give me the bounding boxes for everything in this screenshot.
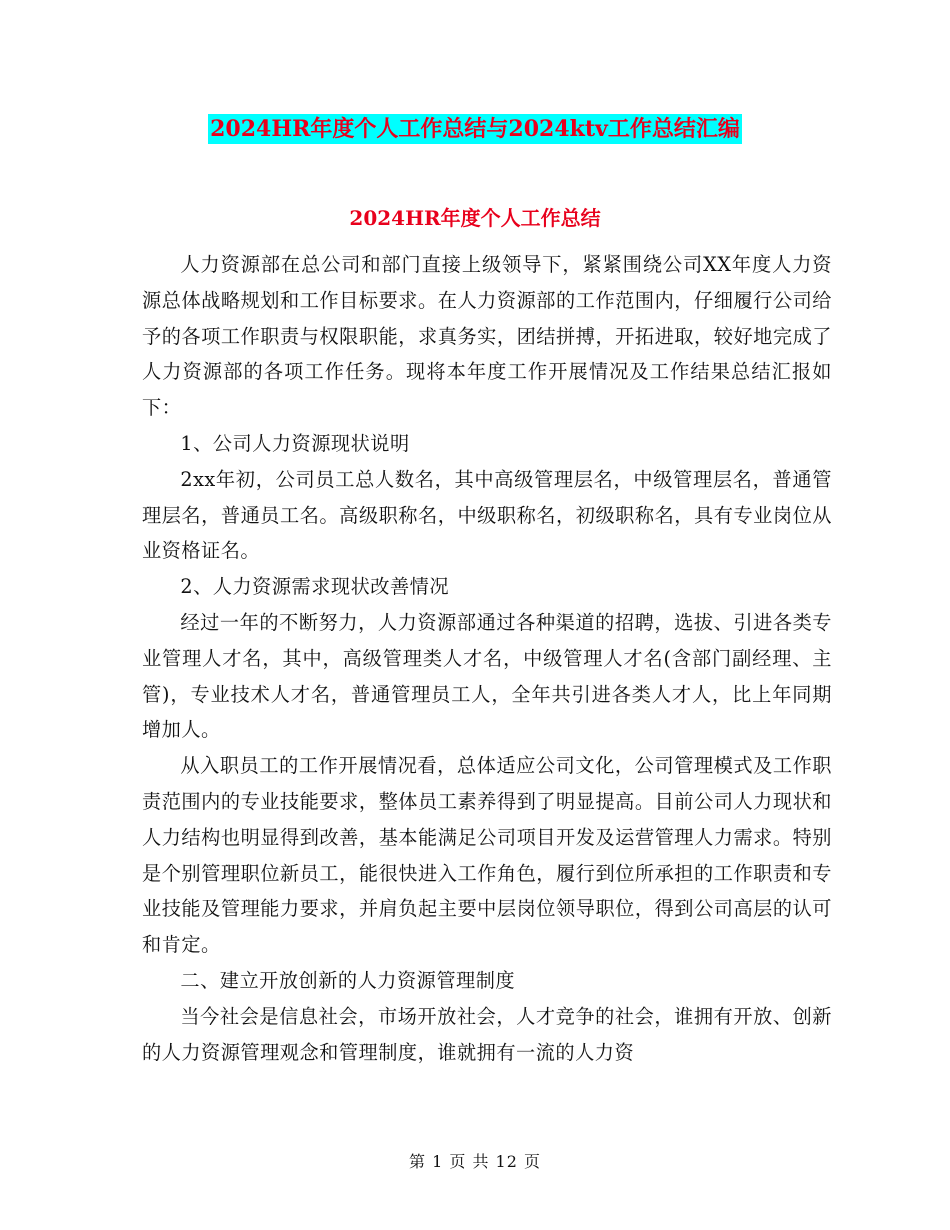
paragraph-intro: 人力资源部在总公司和部门直接上级领导下，紧紧围绕公司XX年度人力资源总体战略规划和工作目标要求。在人力资源部的工作范围内，仔细履行公司给予的各项工作职责与权限职能，求真务实，团结拼搏，开拓进取，较好地完成了人力资源部的各项工作任务。现将本年度工作开展情况及工作结果总结汇报如下： bbox=[142, 253, 832, 420]
document-main-title bbox=[0, 112, 950, 146]
paragraph-staff-count: 2xx年初，公司员工总人数名，其中高级管理层名，中级管理层名，普通管理层名，普通员工名。高级职称名，中级职称名，初级职称名，具有专业岗位从业资格证名。 bbox=[142, 467, 832, 563]
main-title-text: 2024HR年度个人工作总结与2024ktv工作总结汇编 bbox=[210, 116, 740, 142]
paragraph-recruitment: 经过一年的不断努力，人力资源部通过各种渠道的招聘，选拔、引进各类专业管理人才名，其中，高级管理类人才名，中级管理人才名(含部门副经理、主管)，专业技术人才名，普通管理员工人，全年共引进各类人才人，比上年同期增加人。 bbox=[142, 610, 832, 742]
page-footer: 第 1 页 共 12 页 bbox=[409, 1152, 541, 1171]
heading-management-system: 二、建立开放创新的人力资源管理制度 bbox=[180, 968, 516, 992]
document-body bbox=[142, 247, 832, 1070]
section-title: 2024HR年度个人工作总结 bbox=[349, 206, 601, 230]
heading-hr-status: 1、公司人力资源现状说明 bbox=[180, 431, 410, 455]
paragraph-information-society: 当今社会是信息社会，市场开放社会，人才竞争的社会，谁拥有开放、创新的人力资源管理观念和管理制度，谁就拥有一流的人力资 bbox=[142, 1004, 832, 1064]
heading-hr-demand: 2、人力资源需求现状改善情况 bbox=[180, 575, 450, 599]
paragraph-new-staff: 从入职员工的工作开展情况看，总体适应公司文化，公司管理模式及工作职责范围内的专业技能要求，整体员工素养得到了明显提高。目前公司人力现状和人力结构也明显得到改善，基本能满足公司项目开发及运营管理人力需求。特别是个别管理职位新员工，能很快进入工作角色，履行到位所承担的工作职责和专业技能及管理能力要求，并肩负起主要中层岗位领导职位，得到公司高层的认可和肯定。 bbox=[142, 754, 832, 957]
